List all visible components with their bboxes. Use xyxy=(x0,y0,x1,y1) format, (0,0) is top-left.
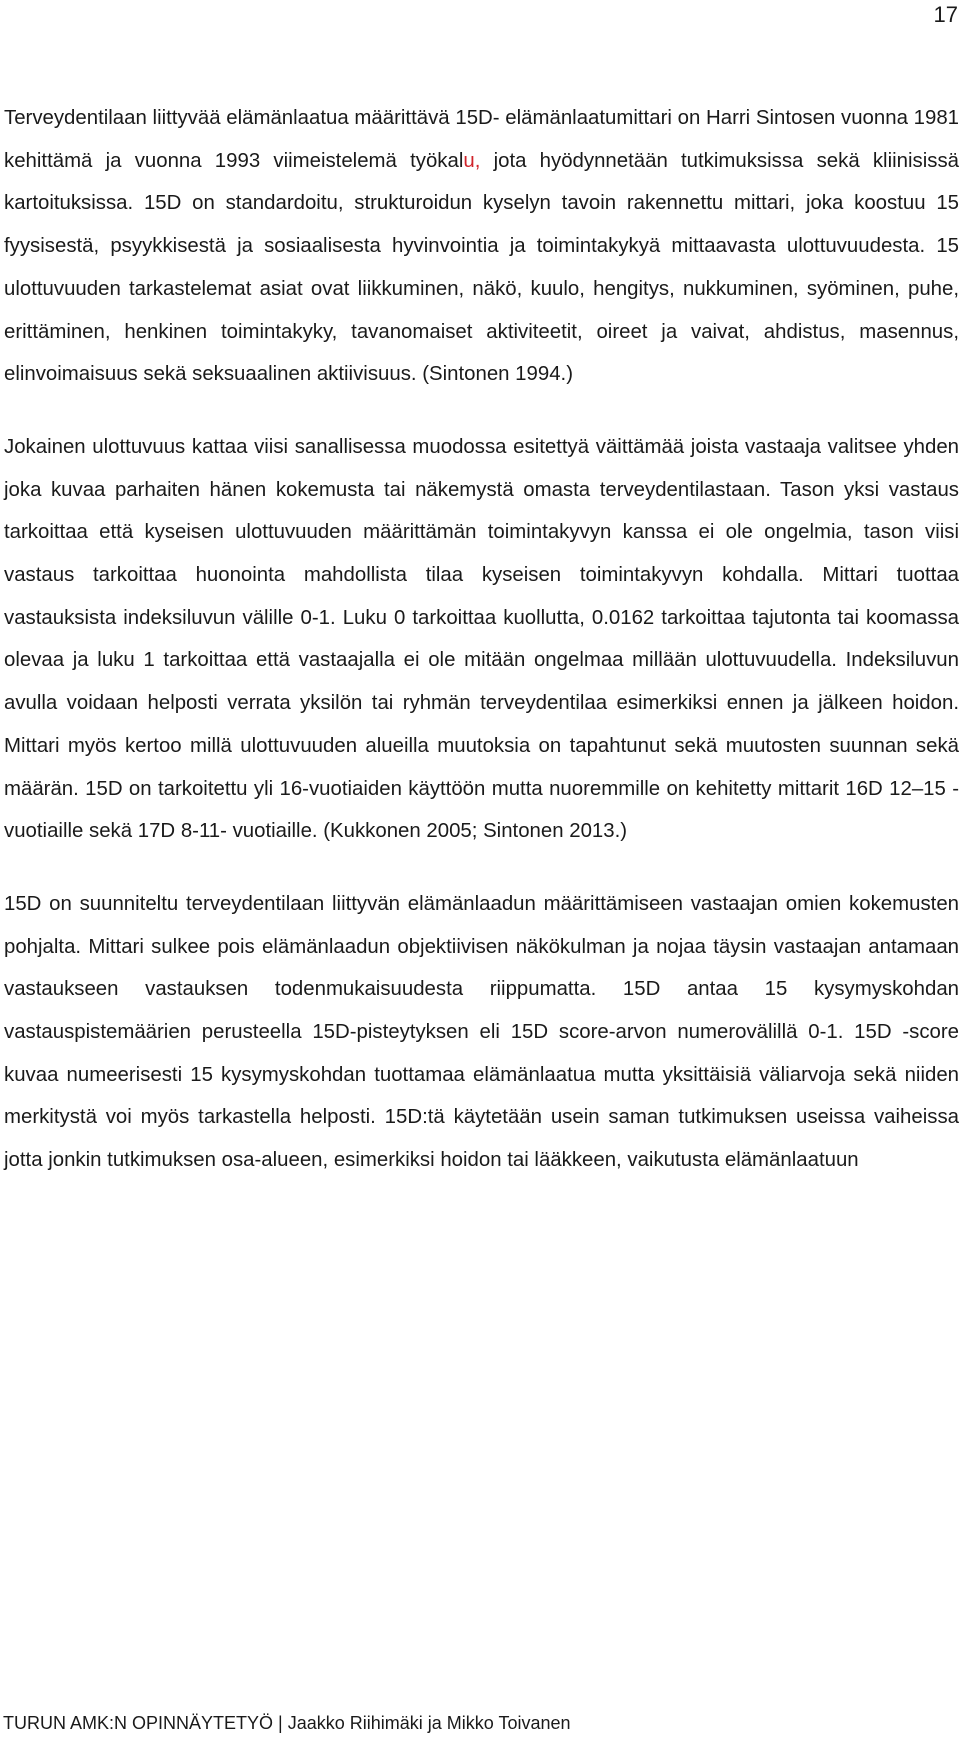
page-footer: TURUN AMK:N OPINNÄYTETYÖ | Jaakko Riihimäki ja Mikko Toivanen xyxy=(3,1713,571,1733)
document-body xyxy=(4,97,959,1182)
paragraph-1-text-b: jota hyödynnetään tutkimuksissa sekä kliinisissä kartoituksissa. 15D on standardoitu, strukturoidun kyselyn tavoin rakennettu mittari, joka koostuu 15 fyysisestä, psyykkisestä ja sosiaalisesta hyvinvointia ja toimintakykyä mittaavasta ulottuvuudesta. 15 ulottuvuuden tarkastelemat asiat ovat liikkuminen, näkö, kuulo, hengitys, nukkuminen, syöminen, puhe, erittäminen, henkinen toimintakyky, tavanomaiset aktiviteetit, oireet ja vaivat, ahdistus, masennus, elinvoimaisuus sekä seksuaalinen aktiivisuus. (Sintonen 1994.) xyxy=(4,149,959,386)
paragraph-3: 15D on suunniteltu terveydentilaan liittyvän elämänlaadun määrittämiseen vastaajan omien kokemusten pohjalta. Mittari sulkee pois elämänlaadun objektiivisen näkökulman ja nojaa täysin vastaajan antamaan vastaukseen vastauksen todenmukaisuudesta riippumatta. 15D antaa 15 kysymyskohdan vastauspistemäärien perusteella 15D-pisteytyksen eli 15D score-arvon numerovälillä 0-1. 15D -score kuvaa numeerisesti 15 kysymyskohdan tuottamaa elämänlaatua mutta yksittäisiä väliarvoja sekä niiden merkitystä voi myös tarkastella helposti. 15D:tä käytetään usein saman tutkimuksen useissa vaiheissa jotta jonkin tutkimuksen osa-alueen, esimerkiksi hoidon tai lääkkeen, vaikutusta elämänlaatuun xyxy=(4,892,959,1172)
page-number: 17 xyxy=(933,2,958,27)
paragraph-1-text-a: Terveydentilaan liittyvää elämänlaatua määrittävä 15D- elämänlaatumittari on Harri Sintosen vuonna 1981 kehittämä ja vuonna 1993 viimeistelemä työkal xyxy=(4,107,959,172)
paragraph-spacer xyxy=(4,396,959,426)
paragraph-1 xyxy=(4,97,959,396)
highlighted-text: u, xyxy=(463,149,481,172)
paragraph-spacer xyxy=(4,853,959,883)
paragraph-2: Jokainen ulottuvuus kattaa viisi sanallisessa muodossa esitettyä väittämää joista vastaaja valitsee yhden joka kuvaa parhaiten hänen kokemusta tai näkemystä omasta terveydentilastaan. Tason yksi vastaus tarkoittaa että kyseisen ulottuvuuden määrittämän toimintakyvyn kanssa ei ole ongelmia, tason viisi vastaus tarkoittaa huonointa mahdollista tilaa kyseisen toimintakyvyn kohdalla. Mittari tuottaa vastauksista indeksiluvun välille 0-1. Luku 0 tarkoittaa kuollutta, 0.0162 tarkoittaa tajutonta tai koomassa olevaa ja luku 1 tarkoittaa että vastaajalla ei ole mitään ongelmaa millään ulottuvuudella. Indeksiluvun avulla voidaan helposti verrata yksilön tai ryhmän terveydentilaa esimerkiksi ennen ja jälkeen hoidon. Mittari myös kertoo millä ulottuvuuden alueilla muutoksia on tapahtunut sekä muutosten suunnan sekä määrän. 15D on tarkoitettu yli 16-vuotiaiden käyttöön mutta nuoremmille on kehitetty mittarit 16D 12–15 -vuotiaille sekä 17D 8-11- vuotiaille. (Kukkonen 2005; Sintonen 2013.) xyxy=(4,435,959,843)
